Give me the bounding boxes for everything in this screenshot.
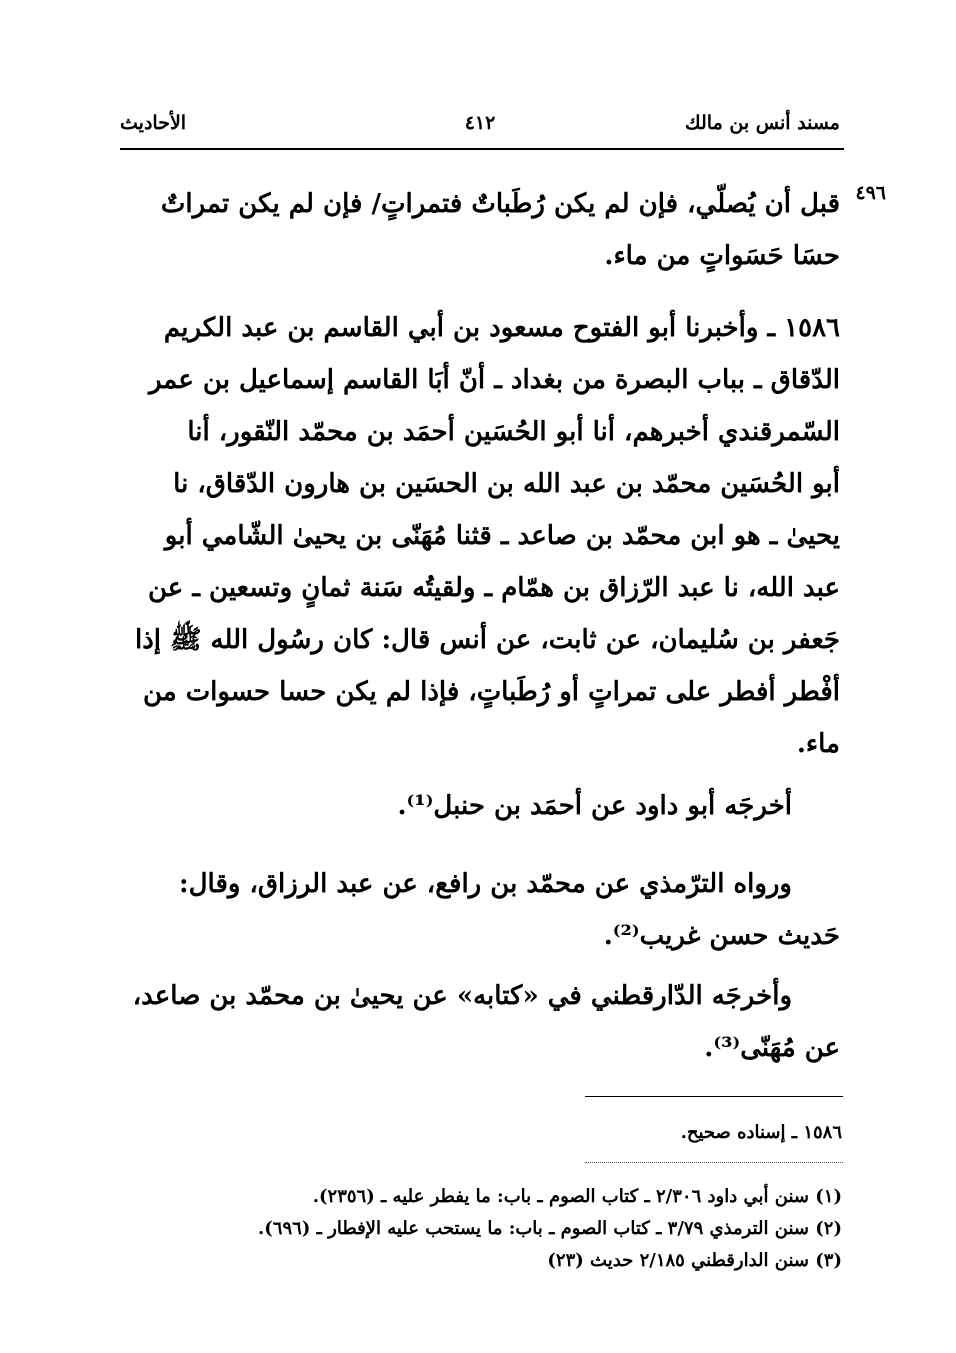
footnote-2: (٢) سنن الترمذي ٣/٧٩ ـ كتاب الصوم ـ باب: ما يستحب عليه الإفطار ـ (٦٩٦).: [258, 1218, 842, 1239]
text-line: ١٥٨٦ ـ وأخبرنا أبو الفتوح مسعود بن أبي القاسم بن عبد الكريم: [163, 313, 840, 343]
grading-note: ١٥٨٦ ـ إسناده صحيح.: [680, 1122, 842, 1143]
text-line: عبد الله، نا عبد الرّزاق بن همّام ـ ولقيتُه سَنة ثمانٍ وتسعين ـ عن: [148, 573, 840, 603]
footnote-rule: [585, 1096, 843, 1097]
footnote-1: (١) سنن أبي داود ٢/٣٠٦ ـ كتاب الصوم ـ باب: ما يفطر عليه ـ (٢٣٥٦).: [312, 1186, 842, 1207]
margin-page-reference: ٤٩٦: [855, 182, 886, 204]
text-line: السّمرقندي أخبرهم، أنا أبو الحُسَين أحمَد بن محمّد النّقور، أنا: [187, 417, 840, 447]
text-line: حسَا حَسَواتٍ من ماء.: [604, 241, 840, 271]
text-line: يحيىٰ ـ هو ابن محمّد بن صاعد ـ قثنا مُهَنّى بن يحيىٰ الشّامي أبو: [164, 521, 840, 551]
text-line: ماء.: [796, 729, 840, 759]
takhrij-paragraph: [128, 970, 840, 1074]
header-book-title: مسند أنس بن مالك: [685, 112, 840, 134]
takhrij-paragraph: [128, 780, 840, 832]
footnote-divider: [585, 1162, 843, 1163]
paragraph-continuation: [128, 178, 840, 282]
text-line: عن مُهَنّى⁽³⁾.: [704, 1033, 840, 1063]
text-line: وأخرجَه الدّارقطني في «كتابه» عن يحيىٰ بن محمّد بن صاعد،: [132, 981, 792, 1011]
hadith-paragraph: [128, 302, 840, 770]
footnote-3: (٣) سنن الدارقطني ٢/١٨٥ حديث (٢٣): [547, 1250, 842, 1271]
text-line: جَعفر بن سُليمان، عن ثابت، عن أنس قال: كان رسُول الله ﷺ إذا: [135, 625, 840, 655]
text-line: أبو الحُسَين محمّد بن عبد الله بن الحسَين بن هارون الدّقاق، نا: [173, 469, 840, 499]
header-section-title: الأحاديث: [120, 112, 187, 134]
takhrij-paragraph: [128, 858, 840, 962]
text-line: حَديث حسن غريب⁽²⁾.: [603, 921, 840, 951]
text-line: ورواه الترّمذي عن محمّد بن رافع، عن عبد الرزاق، وقال:: [179, 869, 792, 899]
text-line: قبل أن يُصلّي، فإن لم يكن رُطَباتٌ فتمراتٍ/ فإن لم يكن تمراتٌ: [160, 189, 840, 219]
header-rule: [120, 148, 844, 150]
text-line: الدّقاق ـ بباب البصرة من بغداد ـ أنّ أبَا القاسم إسماعيل بن عمر: [148, 365, 840, 395]
text-line: أفْطر أفطر على تمراتٍ أو رُطَباتٍ، فإذا لم يكن حسا حسوات من: [142, 677, 840, 707]
text-line: أخرجَه أبو داود عن أحمَد بن حنبل⁽¹⁾.: [397, 791, 792, 821]
page-number: ٤١٢: [464, 112, 496, 134]
running-header: [120, 112, 840, 148]
